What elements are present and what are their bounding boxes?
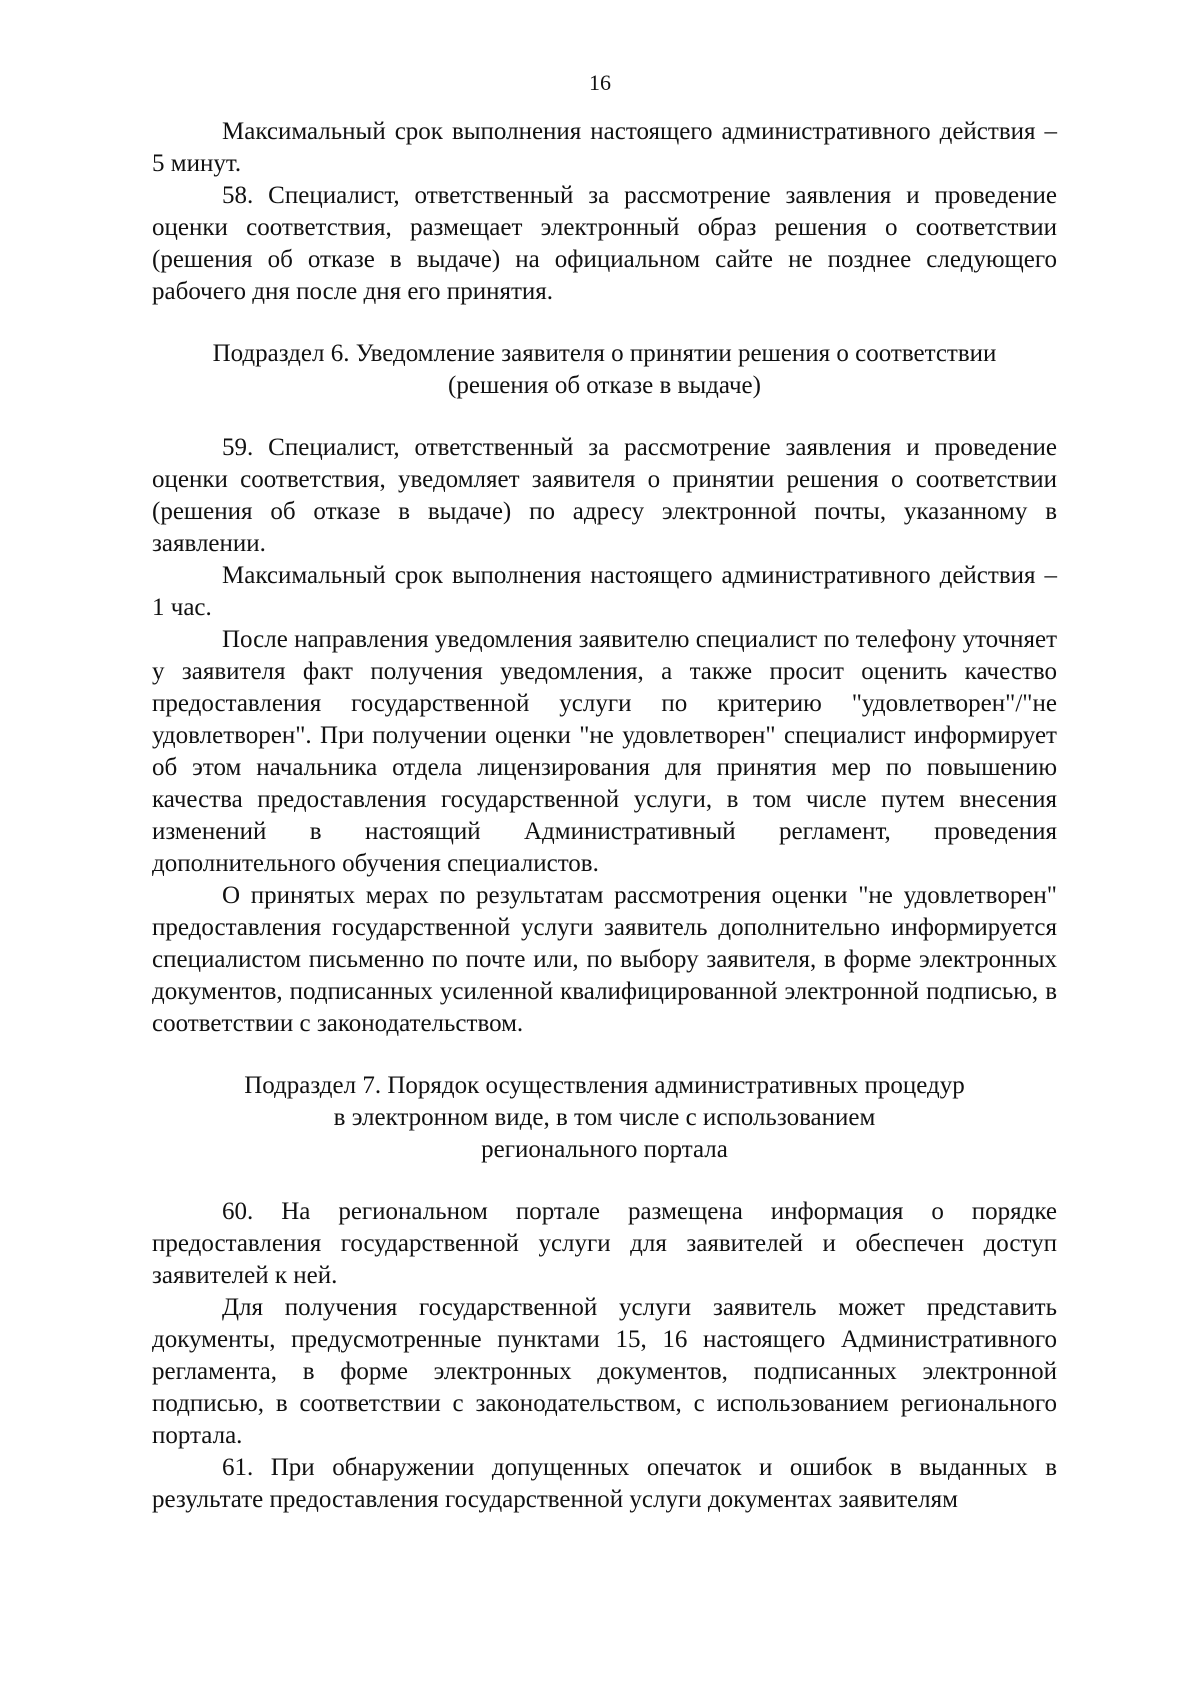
paragraph: После направления уведомления заявителю специалист по телефону уточняет у заявителя факт получения уведомления, а также просит оценить качество предоставления государственной услуги по критерию "удовлетворен"/"не удовлетворен". При получении оценки "не удовлетворен" специалист информирует об этом начальника отдела лицензирования для принятия мер по повышению качества предоставления государственной услуги, в том числе путем внесения изменений в настоящий Административный регламент, проведения дополнительного обучения специалистов. xyxy=(152,626,1057,877)
heading-line: (решения об отказе в выдаче) xyxy=(448,372,761,399)
paragraph: 59. Специалист, ответственный за рассмотрение заявления и проведение оценки соответствия, уведомляет заявителя о принятии решения о соответствии (решения об отказе в выдаче) по адресу электронной почты, указанному в заявлении. xyxy=(152,434,1057,557)
document-body xyxy=(152,116,1057,1516)
subsection-7-heading xyxy=(152,1070,1057,1166)
paragraph: Для получения государственной услуги заявитель может представить документы, предусмотренные пунктами 15, 16 настоящего Административного регламента, в форме электронных документов, подписанных электронной подписью, в соответствии с законодательством, с использованием регионального портала. xyxy=(152,1294,1057,1449)
paragraph: О принятых мерах по результатам рассмотрения оценки "не удовлетворен" предоставления государственной услуги заявитель дополнительно информируется специалистом письменно по почте или, по выбору заявителя, в форме электронных документов, подписанных усиленной квалифицированной электронной подписью, в соответствии с законодательством. xyxy=(152,882,1057,1037)
page-number: 16 xyxy=(589,70,611,95)
heading-line: Подраздел 7. Порядок осуществления административных процедур xyxy=(244,1072,965,1099)
heading-line: в электронном виде, в том числе с использованием xyxy=(333,1104,876,1131)
paragraph: Максимальный срок выполнения настоящего административного действия – 1 час. xyxy=(152,562,1057,621)
heading-line: Подраздел 6. Уведомление заявителя о принятии решения о соответствии xyxy=(212,340,997,367)
subsection-6-heading xyxy=(152,338,1057,402)
paragraph: 61. При обнаружении допущенных опечаток и ошибок в выданных в результате предоставления государственной услуги документах заявителям xyxy=(152,1454,1057,1513)
heading-line: регионального портала xyxy=(481,1136,728,1163)
paragraph: 58. Специалист, ответственный за рассмотрение заявления и проведение оценки соответствия, размещает электронный образ решения о соответствии (решения об отказе в выдаче) на официальном сайте не позднее следующего рабочего дня после дня его принятия. xyxy=(152,182,1057,305)
paragraph: 60. На региональном портале размещена информация о порядке предоставления государственной услуги для заявителей и обеспечен доступ заявителей к ней. xyxy=(152,1198,1057,1289)
paragraph: Максимальный срок выполнения настоящего административного действия – 5 минут. xyxy=(152,118,1057,177)
